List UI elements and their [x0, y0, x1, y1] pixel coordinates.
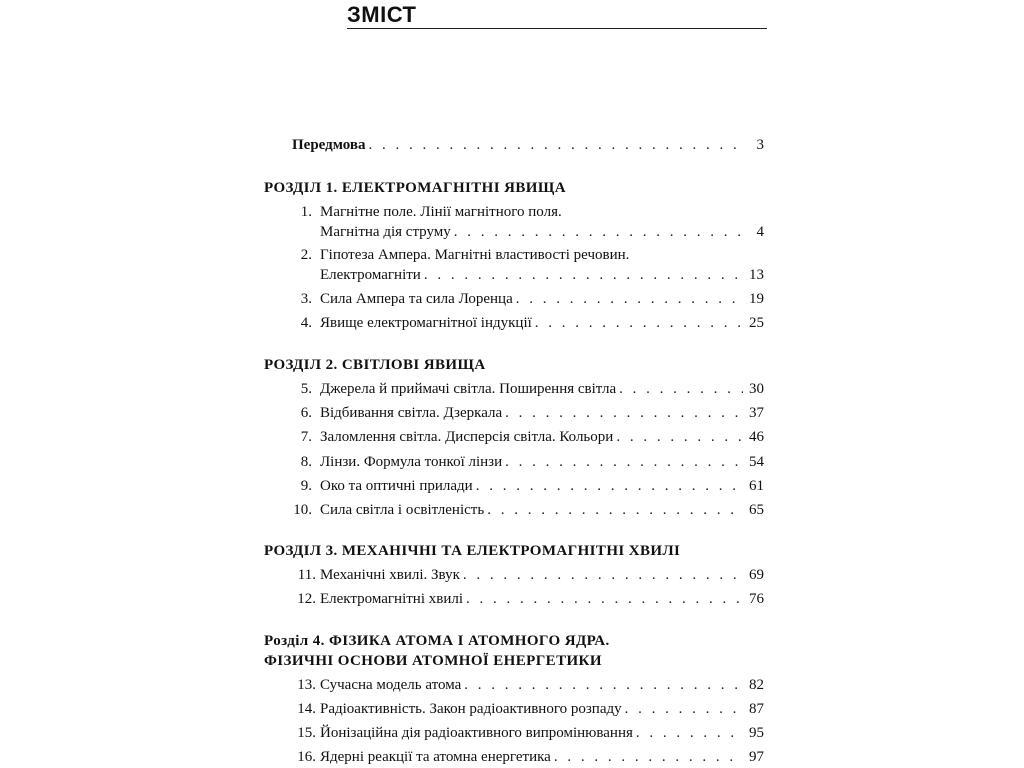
toc-entry[interactable]	[280, 676, 764, 695]
toc-entry-text: Електромагнітні хвилі	[320, 591, 464, 607]
toc-entry-text: Механічні хвилі. Звук	[320, 567, 460, 583]
leader-dots	[454, 223, 743, 242]
toc-entry[interactable]	[280, 314, 764, 333]
toc-entry-text: Око та оптичні прилади	[320, 478, 473, 494]
toc-entry[interactable]	[280, 380, 764, 399]
toc-page-number: 65	[749, 502, 764, 518]
toc-entry-text: Відбивання світла. Дзеркала	[320, 405, 503, 421]
leader-dots	[625, 700, 743, 719]
toc-entry-number: 15.	[297, 725, 316, 741]
toc-entry-number: 8.	[300, 454, 312, 470]
toc-entry-text: Заломлення світла. Дисперсія світла. Кольори	[320, 429, 614, 445]
toc-entry[interactable]	[280, 428, 764, 447]
toc-entry-number: 12.	[297, 591, 316, 607]
leader-dots	[554, 748, 743, 767]
toc-entry[interactable]	[280, 590, 764, 609]
toc-entry-number: 4.	[300, 315, 312, 331]
toc-page-number: 87	[749, 701, 764, 717]
toc-page-number: 46	[749, 429, 764, 445]
toc-entry-text: Магнітна дія струму	[320, 224, 451, 240]
toc-entry-continuation[interactable]	[320, 223, 764, 242]
toc-entry-text: Передмова	[292, 137, 366, 153]
toc-entry-number: 9.	[300, 478, 312, 494]
toc-entry-number: 14.	[297, 701, 316, 717]
toc-page-number: 25	[749, 315, 764, 331]
toc-entry-line1: Гіпотеза Ампера. Магнітні властивості речовин.	[320, 247, 630, 263]
toc-preface[interactable]	[292, 136, 764, 155]
page-title: ЗМІСТ	[347, 2, 417, 27]
toc-entry-number: 7.	[300, 429, 312, 445]
section-heading: Розділ 4. ФІЗИКА АТОМА І АТОМНОГО ЯДРА.	[264, 633, 610, 649]
leader-dots	[424, 266, 743, 285]
leader-dots	[636, 724, 743, 743]
toc-entry[interactable]	[280, 477, 764, 496]
section-heading-line2: ФІЗИЧНІ ОСНОВИ АТОМНОЇ ЕНЕРГЕТИКИ	[264, 653, 602, 669]
leader-dots	[464, 676, 743, 695]
toc-entry[interactable]	[280, 290, 764, 309]
toc-page-number: 54	[749, 454, 764, 470]
toc-entry-text: Йонізаційна дія радіоактивного випромінювання	[320, 725, 633, 741]
toc-entry-text: Сучасна модель атома	[320, 677, 462, 693]
leader-dots	[616, 428, 743, 447]
leader-dots	[505, 453, 743, 472]
toc-page-number: 97	[749, 749, 764, 765]
toc-entry-number: 2.	[300, 247, 312, 263]
toc-entry-continuation[interactable]	[320, 266, 764, 285]
toc-page-number: 19	[749, 291, 764, 307]
toc-entry[interactable]	[280, 453, 764, 472]
leader-dots	[516, 290, 743, 309]
toc-page-number: 13	[749, 267, 764, 283]
leader-dots	[476, 477, 743, 496]
toc-entry-text: Явище електромагнітної індукції	[320, 315, 532, 331]
section-heading: РОЗДІЛ 2. СВІТЛОВІ ЯВИЩА	[264, 357, 486, 373]
toc-entry[interactable]	[280, 566, 764, 585]
toc-page-number: 95	[749, 725, 764, 741]
toc-entry-text: Сила Ампера та сила Лоренца	[320, 291, 513, 307]
toc-entry-text: Ядерні реакції та атомна енергетика	[320, 749, 551, 765]
toc-page-number: 76	[749, 591, 764, 607]
toc-page-number: 69	[749, 567, 764, 583]
leader-dots	[487, 501, 743, 520]
toc-entry-text: Сила світла і освітленість	[320, 502, 485, 518]
toc-page-number: 82	[749, 677, 764, 693]
section-heading: РОЗДІЛ 3. МЕХАНІЧНІ ТА ЕЛЕКТРОМАГНІТНІ ХВИЛІ	[264, 543, 681, 559]
section-heading: РОЗДІЛ 1. ЕЛЕКТРОМАГНІТНІ ЯВИЩА	[264, 180, 566, 196]
leader-dots	[535, 314, 743, 333]
toc-entry-number: 3.	[300, 291, 312, 307]
toc-entry[interactable]	[280, 724, 764, 743]
toc-entry[interactable]	[280, 501, 764, 520]
toc-entry[interactable]	[280, 404, 764, 423]
toc-entry-text: Лінзи. Формула тонкої лінзи	[320, 454, 503, 470]
toc-entry-text: Радіоактивність. Закон радіоактивного розпаду	[320, 701, 622, 717]
toc-page-number: 30	[749, 381, 764, 397]
toc-page-number: 4	[756, 224, 764, 240]
toc-entry[interactable]	[280, 246, 764, 265]
toc-entry-text: Джерела й приймачі світла. Поширення світла	[320, 381, 617, 397]
toc-page-number: 37	[749, 405, 764, 421]
toc-entry-number: 13.	[297, 677, 316, 693]
toc-page-number: 61	[749, 478, 764, 494]
toc-page-number: 3	[756, 137, 764, 153]
toc-entry-text: Електромагніти	[320, 267, 421, 283]
toc-entry-number: 6.	[300, 405, 312, 421]
toc-entry-number: 5.	[300, 381, 312, 397]
leader-dots	[368, 136, 743, 155]
toc-entry-number: 1.	[300, 204, 312, 220]
toc-entry-number: 16.	[297, 749, 316, 765]
leader-dots	[466, 590, 743, 609]
toc-entry-number: 11.	[297, 567, 316, 583]
leader-dots	[463, 566, 743, 585]
toc-entry[interactable]	[280, 700, 764, 719]
leader-dots	[619, 380, 743, 399]
toc-entry[interactable]	[280, 203, 764, 222]
toc-entry[interactable]	[280, 748, 764, 767]
toc-entry-line1: Магнітне поле. Лінії магнітного поля.	[320, 204, 562, 220]
toc-entry-number: 10.	[293, 502, 312, 518]
leader-dots	[505, 404, 743, 423]
